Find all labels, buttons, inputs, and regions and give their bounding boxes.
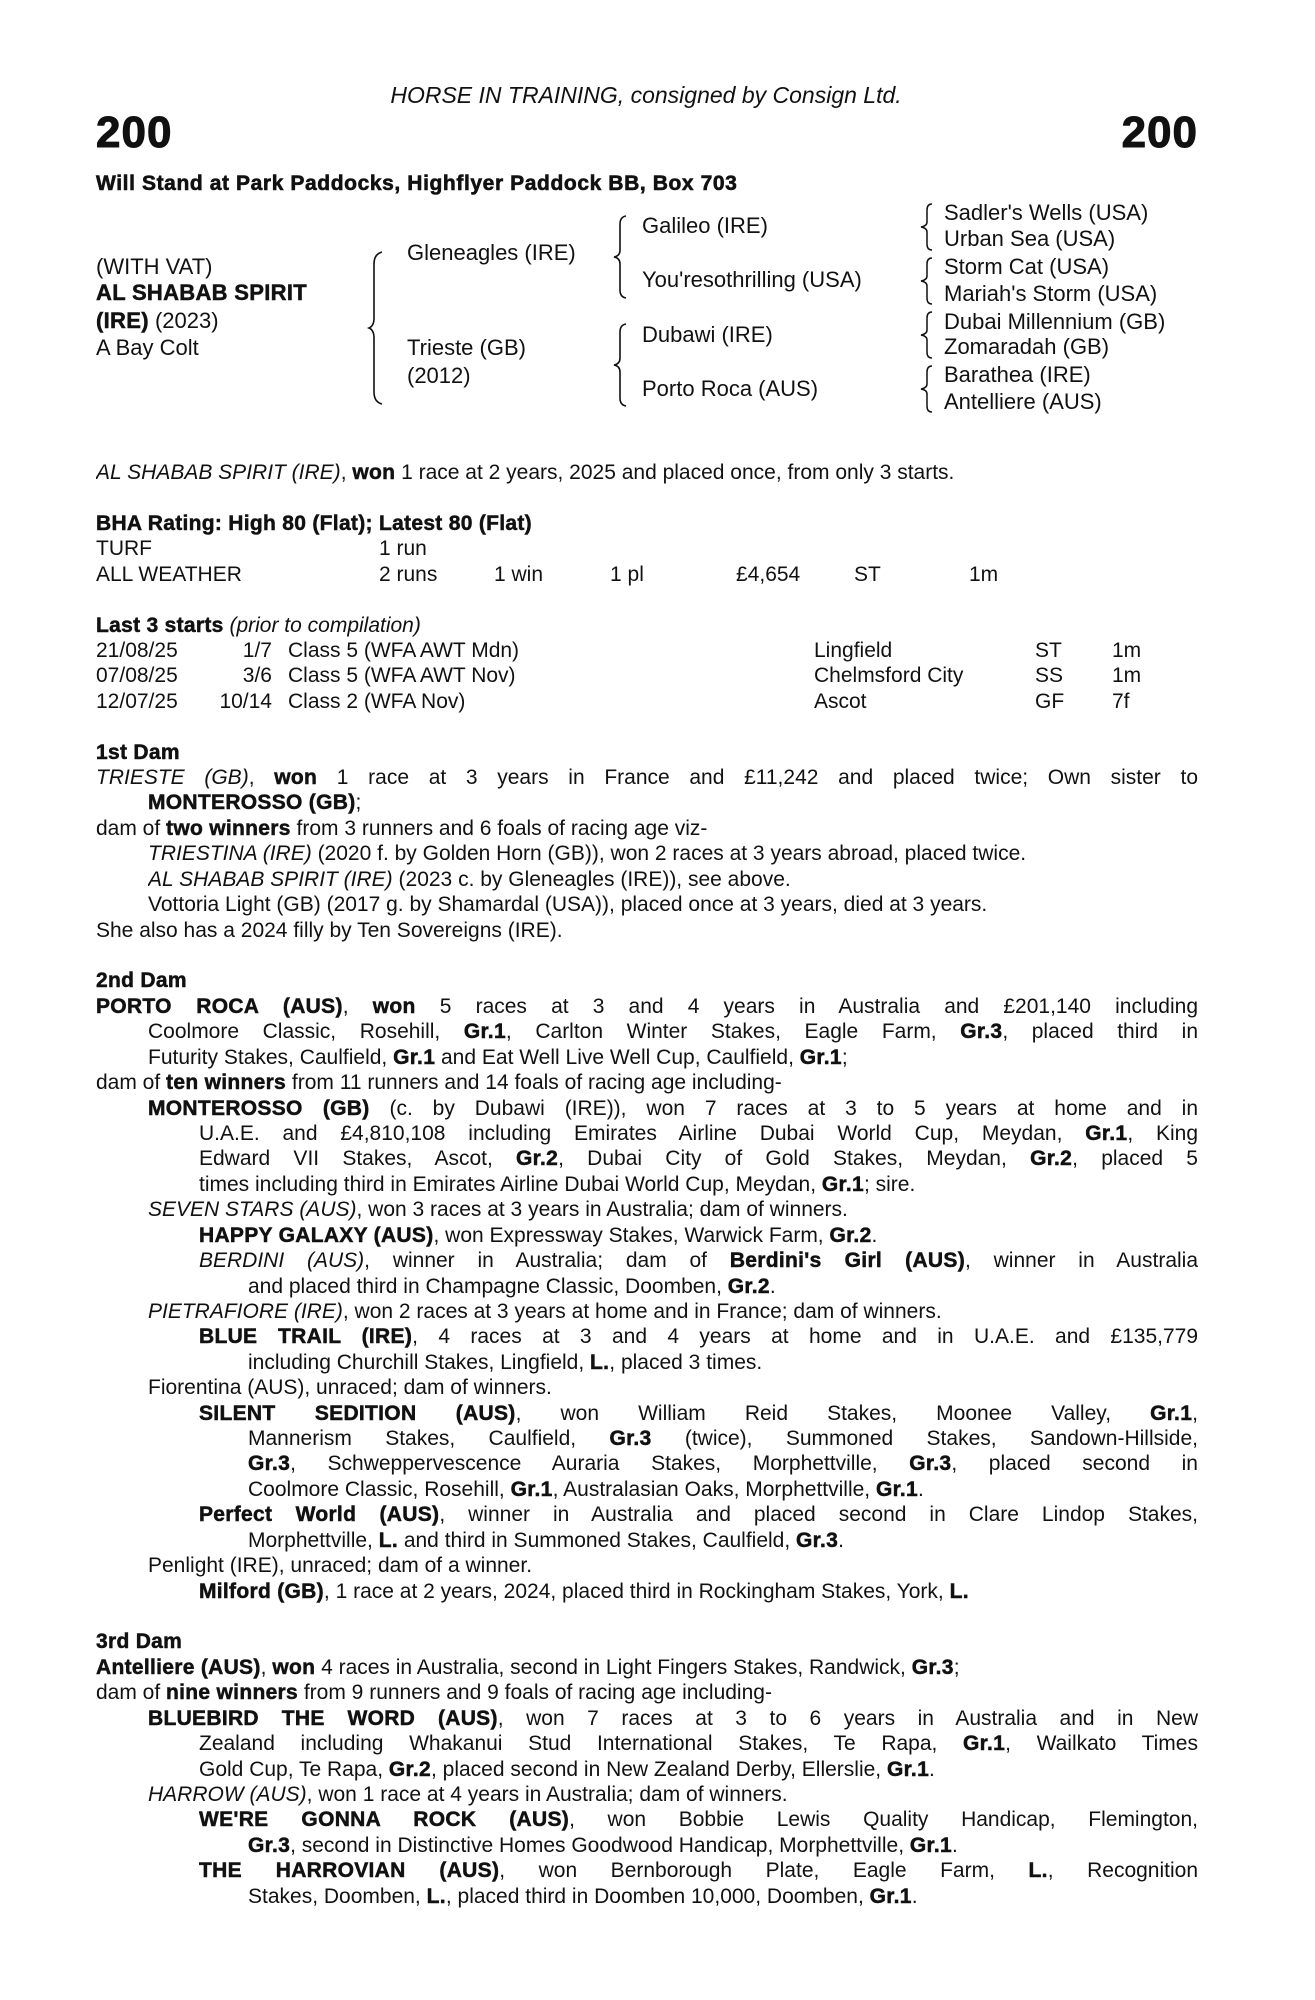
vat-note: (WITH VAT) (96, 254, 213, 279)
text: , placed 5 (1072, 1147, 1198, 1171)
italic-text: SEVEN STARS (AUS) (148, 1198, 357, 1222)
bold-text: Gr.2 (829, 1223, 872, 1247)
bold-text: PORTO ROCA (AUS) (96, 994, 343, 1018)
start-cell: 21/08/25 (96, 638, 178, 662)
bold-text: WE'RE GONNA ROCK (AUS) (199, 1808, 570, 1832)
text-line (199, 1807, 1198, 1832)
text: from 11 runners and 14 foals of racing age including- (286, 1071, 782, 1095)
start-cell: Chelmsford City (814, 664, 964, 688)
text: , (340, 461, 353, 484)
text: , Australasian Oaks, Morphettville, (552, 1477, 876, 1501)
start-cell: 07/08/25 (96, 664, 178, 688)
text: , Dubai City of Gold Stakes, Meydan, (558, 1147, 1031, 1171)
bold-text: L. (426, 1884, 446, 1908)
text: and third in Summoned Stakes, Caulfield, (397, 1528, 797, 1552)
text: , won Bernborough Plate, Eagle Farm, (499, 1859, 1029, 1883)
start-cell: Class 2 (WFA Nov) (288, 689, 466, 713)
bold-text: Gr.2 (388, 1757, 431, 1781)
text: She also has a 2024 filly by Ten Sovereigns (IRE). (96, 918, 563, 942)
brace (612, 214, 632, 300)
text: , second in Distinctive Homes Goodwood Handicap, Morphettville, (290, 1833, 910, 1857)
text-line (96, 816, 1198, 841)
brace (918, 310, 938, 360)
start-cell: Class 5 (WFA AWT Mdn) (288, 638, 520, 662)
text: , winner in Australia; dam of (364, 1249, 730, 1273)
bold-text: Gr.3 (909, 1452, 952, 1476)
bold-text: won (274, 766, 318, 790)
bold-text: 3rd Dam (96, 1630, 183, 1654)
text: times including third in Emirates Airline Dubai World Cup, Meydan, (199, 1172, 822, 1196)
start-cell: Class 5 (WFA AWT Nov) (288, 664, 516, 688)
blank-line (96, 943, 1198, 968)
text: ; (355, 791, 362, 815)
italic-text: HARROW (AUS) (148, 1782, 307, 1806)
bold-text: HAPPY GALAXY (AUS) (199, 1223, 434, 1247)
bold-text: Gr.1 (869, 1884, 912, 1908)
bold-text: Gr.3 (248, 1452, 291, 1476)
bold-text: Gr.2 (516, 1147, 559, 1171)
lot-number-right: 200 (1121, 108, 1198, 157)
text: , placed second in New Zealand Derby, Ellerslie, (430, 1757, 887, 1781)
text: . (769, 1274, 776, 1298)
sire: Gleneagles (IRE) (407, 240, 576, 265)
text: , (342, 994, 373, 1018)
text-line (148, 1197, 1198, 1222)
bold-text: Gr.1 (1150, 1401, 1193, 1425)
text: , King (1127, 1121, 1198, 1145)
gen4-ancestor: Mariah's Storm (USA) (944, 281, 1158, 306)
text-line (148, 1045, 1198, 1070)
italic-text: (prior to compilation) (223, 613, 421, 637)
bold-text: MONTEROSSO (GB) (148, 1096, 370, 1120)
start-cell: Ascot (814, 689, 867, 713)
gen4-ancestor: Urban Sea (USA) (944, 226, 1116, 251)
text-line (148, 841, 1198, 866)
text: 1 race at 2 years, 2025 and placed once, from only 3 starts. (395, 461, 955, 484)
text-line (199, 1146, 1198, 1171)
gen4-ancestor: Sadler's Wells (USA) (944, 200, 1149, 225)
bold-text: Gr.1 (1085, 1121, 1128, 1145)
gen4-ancestor: Barathea (IRE) (944, 362, 1091, 387)
bold-text: Berdini's Girl (AUS) (729, 1249, 965, 1273)
text: dam of (96, 816, 167, 840)
brace (918, 202, 938, 252)
text-line (96, 1680, 1198, 1705)
last-start-row (96, 663, 1198, 688)
text: Fiorentina (AUS), unraced; dam of winners. (148, 1376, 552, 1400)
start-cell: 1/7 (242, 638, 272, 662)
text-line (96, 613, 1198, 638)
gen4-ancestor: Storm Cat (USA) (944, 254, 1110, 279)
brace (918, 256, 938, 306)
text-line (248, 1426, 1198, 1451)
horse-country: (IRE) (96, 308, 149, 333)
text-line (248, 1833, 1198, 1858)
bold-text: won (272, 1655, 316, 1679)
record-row-all-weather (96, 562, 1198, 587)
brace (918, 364, 938, 414)
start-cell: Lingfield (814, 638, 893, 662)
text-line (199, 1502, 1198, 1527)
dam-dam: Porto Roca (AUS) (642, 376, 819, 401)
text: dam of (96, 1681, 167, 1705)
blank-line (96, 587, 1198, 612)
text: , won 1 race at 4 years in Australia; dam of winners. (306, 1782, 788, 1806)
text-line (148, 1375, 1198, 1400)
stabling-location: Will Stand at Park Paddocks, Highflyer Paddock BB, Box 703 (96, 172, 738, 195)
text: and placed third in Champagne Classic, Doomben, (248, 1274, 728, 1298)
bold-text: BLUEBIRD THE WORD (AUS) (148, 1706, 498, 1730)
text: (2023 c. by Gleneagles (IRE)), see above. (392, 867, 791, 891)
bold-text: L. (949, 1579, 969, 1603)
bold-text: L. (378, 1528, 398, 1552)
dam-sire: Dubawi (IRE) (642, 322, 773, 347)
text: , won Bobbie Lewis Quality Handicap, Flemington, (569, 1808, 1198, 1832)
text-line (199, 1172, 1198, 1197)
text: . (918, 1477, 924, 1501)
bold-text: two winners (166, 816, 291, 840)
text: Futurity Stakes, Caulfield, (148, 1045, 394, 1069)
text: (c. by Dubawi (IRE)), won 7 races at 3 to 5 years at home and in (369, 1096, 1198, 1120)
text-line (96, 1655, 1198, 1680)
italic-text: PIETRAFIORE (IRE) (148, 1299, 343, 1323)
text: Penlight (IRE), unraced; dam of a winner. (148, 1554, 533, 1578)
start-cell: 7f (1112, 689, 1130, 713)
text-line (148, 790, 1198, 815)
start-cell: 10/14 (219, 689, 272, 713)
text: , Schweppervescence Auraria Stakes, Morphettville, (290, 1452, 910, 1476)
record-cell: 1m (969, 562, 999, 586)
gen4-ancestor: Zomaradah (GB) (944, 334, 1110, 359)
bold-text: MONTEROSSO (GB) (148, 791, 356, 815)
text: and Eat Well Live Well Cup, Caulfield, (435, 1045, 800, 1069)
record-cell: £4,654 (736, 562, 801, 586)
text: , placed 3 times. (609, 1350, 763, 1374)
text-line (199, 1579, 1198, 1604)
text: Coolmore Classic, Rosehill, (148, 1020, 464, 1044)
bold-text: L. (590, 1350, 610, 1374)
brace (368, 250, 388, 406)
text-line (96, 1629, 1198, 1654)
text-line (148, 892, 1198, 917)
text: 1 race at 3 years in France and £11,242 and placed twice; Own sister to (317, 766, 1198, 790)
bold-text: Gr.1 (875, 1477, 919, 1501)
text: , won Expressway Stakes, Warwick Farm, (433, 1223, 830, 1247)
dam: Trieste (GB) (407, 335, 526, 360)
record-cell: 1 win (494, 562, 544, 586)
bold-text: Milford (GB) (199, 1579, 324, 1603)
text: . (838, 1528, 844, 1552)
bold-text: Gr.1 (963, 1732, 1006, 1756)
text: dam of (96, 1071, 167, 1095)
text: Edward VII Stakes, Ascot, (199, 1147, 517, 1171)
text-line (96, 968, 1198, 993)
text-line (199, 1324, 1198, 1349)
text: ; sire. (863, 1172, 916, 1196)
text: Vottoria Light (GB) (2017 g. by Shamardal (USA)), placed once at 3 years, died at 3 years. (148, 893, 988, 917)
text: , (248, 766, 275, 790)
record-cell: 2 runs (379, 562, 438, 586)
bold-text: won (372, 994, 416, 1018)
text-line (148, 1019, 1198, 1044)
text-line (148, 867, 1198, 892)
record-cell: ST (854, 562, 881, 586)
text: Mannerism Stakes, Caulfield, (248, 1427, 610, 1451)
text: , 1 race at 2 years, 2024, placed third in Rockingham Stakes, York, (323, 1579, 950, 1603)
catalogue-body (96, 460, 1198, 1909)
italic-text: AL SHABAB SPIRIT (IRE) (96, 461, 341, 484)
consignment-header: HORSE IN TRAINING, consigned by Consign Ltd. (390, 82, 902, 108)
horse-year: (2023) (148, 308, 219, 333)
start-cell: 1m (1112, 638, 1142, 662)
text-line (96, 1070, 1198, 1095)
horse-name: AL SHABAB SPIRIT (96, 280, 307, 305)
text: , 4 races at 3 and 4 years at home and in U.A.E. and £135,779 (412, 1325, 1198, 1349)
start-cell: 12/07/25 (96, 689, 178, 713)
bold-text: Gr.1 (821, 1172, 864, 1196)
bold-text: Gr.3 (248, 1833, 291, 1857)
bold-text: Gr.3 (911, 1655, 954, 1679)
bold-text: Gr.1 (799, 1045, 842, 1069)
text-line (248, 1477, 1198, 1502)
start-cell: SS (1035, 664, 1064, 688)
text: , placed third in Doomben 10,000, Doomben, (445, 1884, 870, 1908)
start-cell: 1m (1112, 664, 1142, 688)
start-cell: GF (1035, 689, 1065, 713)
text: from 3 runners and 6 foals of racing age viz- (290, 816, 708, 840)
bold-text: THE HARROVIAN (AUS) (199, 1859, 500, 1883)
text: . (951, 1833, 958, 1857)
last-start-row (96, 638, 1198, 663)
text: Gold Cup, Te Rapa, (199, 1757, 389, 1781)
text: Coolmore Classic, Rosehill, (248, 1477, 511, 1501)
bold-text: SILENT SEDITION (AUS) (199, 1401, 516, 1425)
text: , Recognition (1047, 1859, 1198, 1883)
dam-year: (2012) (407, 363, 471, 388)
bold-text: Gr.1 (393, 1045, 436, 1069)
bold-text: nine winners (166, 1681, 299, 1705)
text: from 9 runners and 9 foals of racing age including- (298, 1681, 772, 1705)
text-line (148, 1299, 1198, 1324)
text: ; (953, 1655, 960, 1679)
blank-line (96, 714, 1198, 739)
bold-text: Gr.1 (909, 1833, 952, 1857)
text: , won 2 races at 3 years at home and in France; dam of winners. (342, 1299, 942, 1323)
text-line (199, 1121, 1198, 1146)
italic-text: BERDINI (AUS) (199, 1249, 365, 1273)
text: including Churchill Stakes, Lingfield, (248, 1350, 591, 1374)
horse-description: A Bay Colt (96, 335, 199, 360)
text-line (248, 1451, 1198, 1476)
text: , Carlton Winter Stakes, Eagle Farm, (505, 1020, 961, 1044)
text: 5 races at 3 and 4 years in Australia and £201,140 including (415, 994, 1198, 1018)
text-line (148, 1553, 1198, 1578)
bold-text: BLUE TRAIL (IRE) (199, 1325, 413, 1349)
sire-dam: You'resothrilling (USA) (642, 267, 862, 292)
record-row-turf (96, 536, 1198, 561)
bold-text: Gr.3 (960, 1020, 1003, 1044)
italic-text: AL SHABAB SPIRIT (IRE) (148, 867, 393, 891)
bold-text: Perfect World (AUS) (199, 1503, 440, 1527)
text: , won 7 races at 3 to 6 years in Australia and in New (497, 1706, 1198, 1730)
record-cell: ALL WEATHER (96, 562, 242, 586)
bold-text: Gr.3 (609, 1427, 652, 1451)
text: (twice), Summoned Stakes, Sandown-Hillside, (651, 1427, 1198, 1451)
text: , won 3 races at 3 years in Australia; dam of winners. (356, 1198, 848, 1222)
start-cell: 3/6 (242, 664, 272, 688)
text: 4 races in Australia, second in Light Fingers Stakes, Randwick, (315, 1655, 912, 1679)
text-line (148, 1096, 1198, 1121)
text-line (148, 1706, 1198, 1731)
bold-text: Gr.2 (1030, 1147, 1073, 1171)
blank-line (96, 1604, 1198, 1629)
text-line (96, 460, 1198, 485)
record-cell: 1 run (379, 537, 427, 561)
blank-line (96, 485, 1198, 510)
text-line (96, 511, 1198, 536)
sire-sire: Galileo (IRE) (642, 213, 768, 238)
start-cell: ST (1035, 638, 1062, 662)
bold-text: Gr.3 (796, 1528, 839, 1552)
italic-text: TRIESTINA (IRE) (148, 842, 312, 866)
brace (612, 322, 632, 408)
bold-text: Gr.1 (886, 1757, 930, 1781)
text-line (96, 740, 1198, 765)
text-line (96, 994, 1198, 1019)
text-line (248, 1274, 1198, 1299)
record-cell: 1 pl (610, 562, 644, 586)
last-start-row (96, 689, 1198, 714)
text-line (248, 1528, 1198, 1553)
text: , (260, 1655, 273, 1679)
text: Morphettville, (248, 1528, 379, 1552)
bold-text: BHA Rating: High 80 (Flat); Latest 80 (Flat) (96, 511, 532, 535)
text-line (248, 1350, 1198, 1375)
text: , winner in Australia and placed second in Clare Lindop Stakes, (439, 1503, 1198, 1527)
text-line (199, 1223, 1198, 1248)
text-line (199, 1401, 1198, 1426)
bold-text: won (352, 461, 396, 484)
text: , Wailkato Times (1005, 1732, 1198, 1756)
text-line (199, 1731, 1198, 1756)
text: , won William Reid Stakes, Moonee Valley, (515, 1401, 1151, 1425)
text-line (199, 1757, 1198, 1782)
text: Zealand including Whakanui Stud International Stakes, Te Rapa, (199, 1732, 964, 1756)
text: (2020 f. by Golden Horn (GB)), won 2 races at 3 years abroad, placed twice. (311, 842, 1027, 866)
gen4-ancestor: Antelliere (AUS) (944, 389, 1102, 414)
text-line (199, 1858, 1198, 1883)
text: , winner in Australia (964, 1249, 1198, 1273)
bold-text: ten winners (166, 1071, 287, 1095)
text-line (96, 765, 1198, 790)
text: Stakes, Doomben, (248, 1884, 427, 1908)
lot-number-left: 200 (96, 108, 173, 157)
text: , (1192, 1401, 1198, 1425)
bold-text: L. (1028, 1859, 1048, 1883)
text-line (148, 1782, 1198, 1807)
bold-text: 1st Dam (96, 740, 180, 764)
italic-text: TRIESTE (GB) (96, 766, 249, 790)
record-cell: TURF (96, 537, 152, 561)
text-line (199, 1248, 1198, 1273)
bold-text: 2nd Dam (96, 969, 187, 993)
text: , placed third in (1002, 1020, 1198, 1044)
text: , placed second in (951, 1452, 1198, 1476)
text: U.A.E. and £4,810,108 including Emirates Airline Dubai World Cup, Meydan, (199, 1121, 1086, 1145)
text: . (911, 1884, 918, 1908)
bold-text: Antelliere (AUS) (96, 1655, 261, 1679)
text: . (929, 1757, 935, 1781)
bold-text: Gr.2 (727, 1274, 770, 1298)
bold-text: Gr.1 (510, 1477, 553, 1501)
text-line (248, 1884, 1198, 1909)
gen4-ancestor: Dubai Millennium (GB) (944, 309, 1166, 334)
bold-text: Gr.1 (463, 1020, 506, 1044)
text-line (96, 918, 1198, 943)
text: . (871, 1223, 878, 1247)
bold-text: Last 3 starts (96, 613, 224, 637)
text: ; (841, 1045, 848, 1069)
